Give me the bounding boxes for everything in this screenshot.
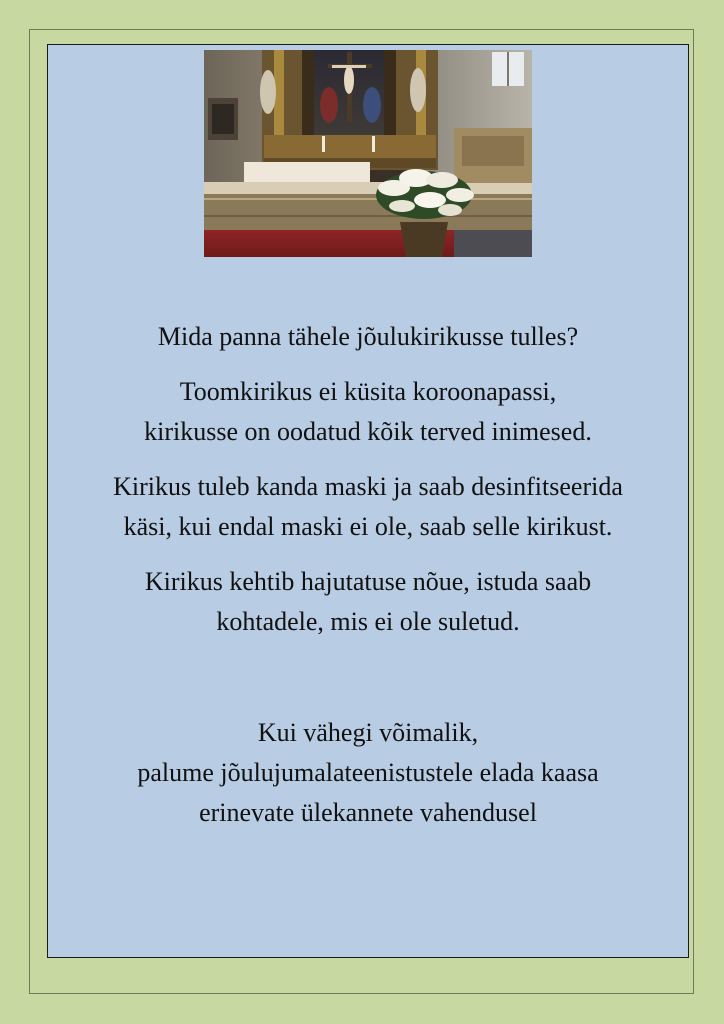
text-line: palume jõulujumalateenistustele elada kaasa — [137, 758, 599, 787]
text-line: Kui vähegi võimalik, — [257, 718, 479, 747]
paragraph-distancing — [48, 562, 688, 642]
text-line: Toomkirikus ei küsita koroonapassi, — [179, 377, 557, 406]
text-line: erinevate ülekannete vahendusel — [199, 798, 537, 827]
text-line: käsi, kui endal maski ei ole, saab selle kirikust. — [123, 512, 613, 541]
text-line: kirikusse on oodatud kõik terved inimesed. — [144, 417, 592, 446]
paragraph-mask — [48, 467, 688, 547]
text-line: Mida panna tähele jõulukirikusse tulles? — [157, 322, 579, 351]
paragraph-broadcast — [48, 713, 688, 833]
church-altar-photo — [204, 50, 532, 257]
text-line: Kirikus kehtib hajutatuse nõue, istuda saab — [144, 567, 592, 596]
heading-question — [48, 317, 688, 357]
poster — [47, 44, 689, 958]
paragraph-corona-pass — [48, 372, 688, 452]
text-line: Kirikus tuleb kanda maski ja saab desinfitseerida — [113, 472, 623, 501]
text-line: kohtadele, mis ei ole suletud. — [216, 607, 520, 636]
